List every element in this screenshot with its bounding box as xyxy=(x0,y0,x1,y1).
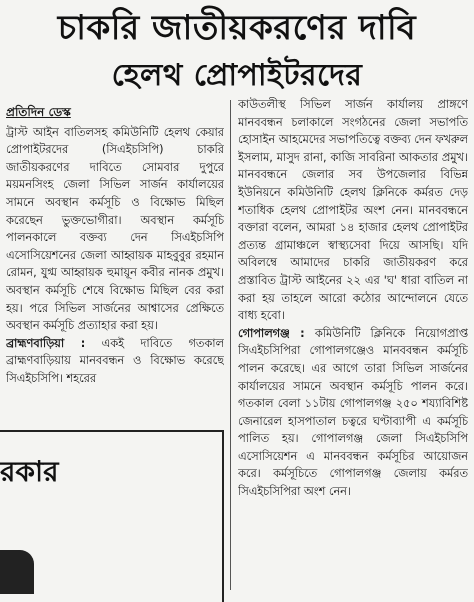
headline-line-2: হেলথ প্রোপাইটরদের xyxy=(111,58,363,93)
article-right-column xyxy=(238,96,468,590)
byline: প্রতিদিন ডেস্ক xyxy=(6,105,71,119)
paragraph-gopalganj xyxy=(238,325,468,501)
next-article-image xyxy=(0,550,34,594)
paragraph-brahmanbaria-text: একই দাবিতে গতকাল ব্রাহ্মণবাড়িয়ায় মানববন্ধন ও বিক্ষোভ করেছে সিএইচসিপি। শহরের xyxy=(6,336,224,385)
paragraph-gopalganj-text: কমিউনিটি ক্লিনিকে নিয়োগপ্রাপ্ত সিএইচসিপিরা গোপালগঞ্জেও মানববন্ধন কর্মসূচি পালন করেছে। এর আগে তারা সিভিল সার্জনের কার্যালয়ের সামনে অবস্থান কর্মসূচি পালন করে। গতকাল বেলা ১১টায় গোপালগঞ্জ ২৫০ শয্যাবিশিষ্ট জেনারেল হাসপাতাল চত্বরে ঘণ্টাব্যাপী এ কর্মসূচি পালিত হয়। গোপালগঞ্জ জেলা সিএইচসিপি এসোসিয়েশন এ মানববন্ধন কর্মসূচির আয়োজন করে। কর্মসূচিতে গোপালগঞ্জ জেলায় কর্মরত সিএইচসিপিরা অংশ নেন। xyxy=(238,326,468,499)
paragraph-mymensingh: ট্রাস্ট আইন বাতিলসহ কমিউনিটি হেলথ কেয়ার প্রোপাইটরদের (সিএইচসিপি) চাকরি জাতীয়করণের দাবিতে সোমবার দুপুরে ময়মনসিংহ জেলা সিভিল সার্জন কার্যালয়ের সামনে অবস্থান কর্মসূচি ও বিক্ষোভ মিছিল করেছেন ভুক্তভোগীরা। অবস্থান কর্মসূচি পালনকালে বক্তব্য দেন সিএইচসিপি এসোসিয়েশনের জেলা আহ্বায়ক মাহবুবুর রহমান রোমন, যুগ্ম আহ্বায়ক হুমায়ূন কবীর নানক প্রমুখ। অবস্থান কর্মসূচি শেষে বিক্ষোভ মিছিল বের করা হয়। পরে সিভিল সার্জনের আশ্বাসের প্রেক্ষিতে অবস্থান কর্মসূচি প্রত্যাহার করা হয়। xyxy=(6,125,224,333)
paragraph-brahmanbaria xyxy=(6,335,224,388)
column-divider xyxy=(230,100,231,590)
location-brahmanbaria: ব্রাহ্মণবাড়িয়া : xyxy=(6,336,86,350)
paragraph-kautali: কাউতলীস্থ সিভিল সার্জন কার্যালয় প্রাঙ্গণে মানববন্ধন চলাকালে সংগঠনের জেলা সভাপতি হোসাইন আহমেদের সভাপতিত্বে বক্তব্য দেন ফখরুল ইসলাম, মাসুদ রানা, কাজি সাবরিনা আকতার প্রমুখ। মানববন্ধনে জেলার সব উপজেলার বিভিন্ন ইউনিয়নে কমিউনিটি হেলথ ক্লিনিকে কর্মরত দেড় শতাধিক হেলথ প্রোপাইটর অংশ নেন। মানববন্ধনে বক্তারা বলেন, আমরা ১৪ হাজার হেলথ প্রোপাইটর প্রত্যন্ত গ্রামাঞ্চলে স্বাস্থ্যসেবা দিয়ে আসছি। যদি অবিলম্বে আমাদের চাকরি জাতীয়করণ করে প্রস্তাবিত ট্রাস্ট আইনের ২২ এর 'ঘ' ধারা বাতিল না করা হয় তাহলে আরো কঠোর আন্দোলনে যেতে বাধ্য হবো। xyxy=(238,98,468,323)
next-article-headline: রকার xyxy=(0,455,59,488)
location-gopalganj: গোপালগঞ্জ : xyxy=(238,326,305,340)
article-left-column xyxy=(6,104,224,434)
headline-line-1: চাকরি জাতীয়করণের দাবি xyxy=(57,8,417,48)
